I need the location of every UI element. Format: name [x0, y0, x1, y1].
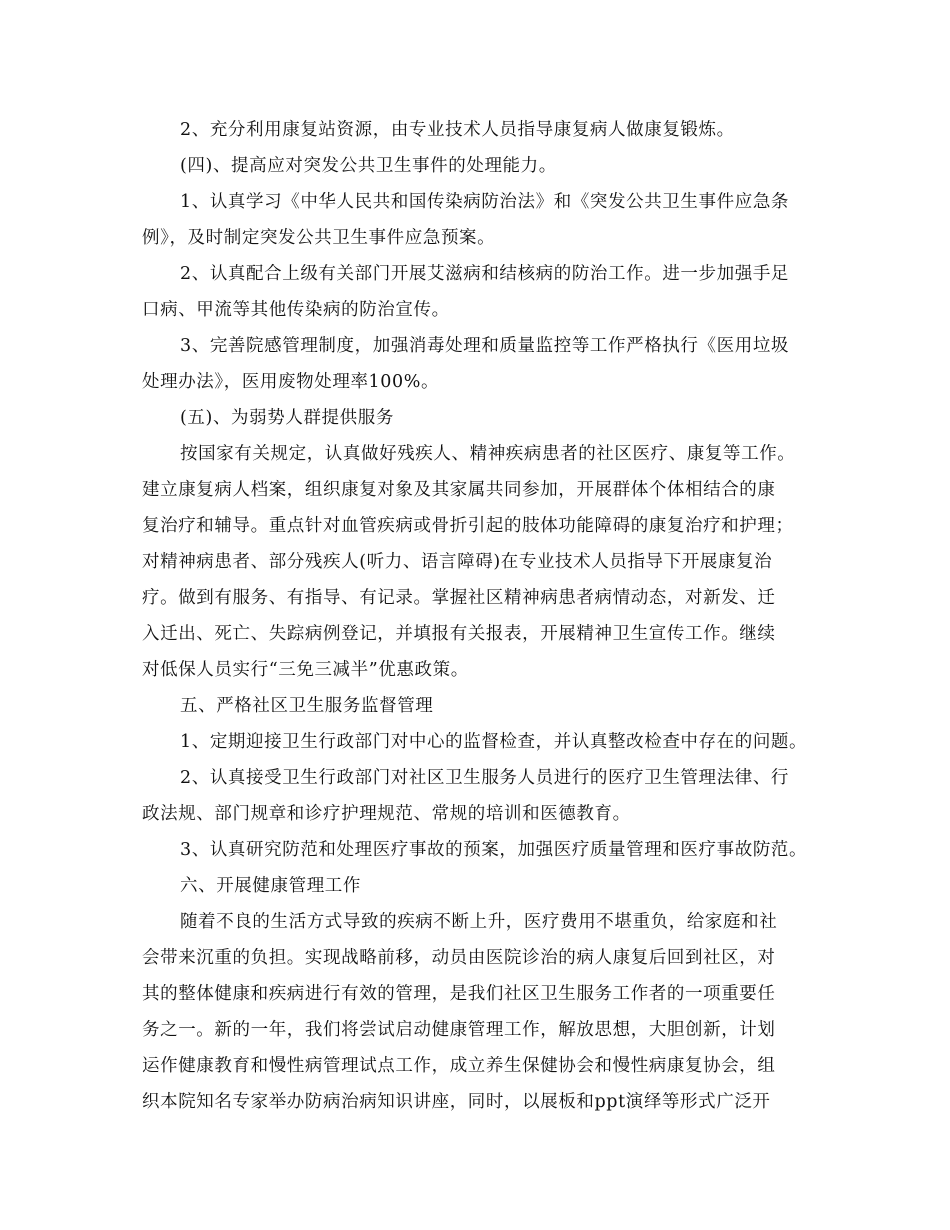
section-heading: (四)、提高应对突发公共卫生事件的处理能力。: [180, 156, 557, 176]
paragraph-line: 建立康复病人档案，组织康复对象及其家属共同参加，开展群体个体相结合的康: [142, 480, 776, 500]
paragraph-line: 3、认真研究防范和处理医疗事故的预案，加强医疗质量管理和医疗事故防范。: [180, 840, 808, 860]
paragraph-line: 运作健康教育和慢性病管理试点工作，成立养生保健协会和慢性病康复协会，组: [142, 1056, 776, 1076]
paragraph-line: 3、完善院感管理制度，加强消毒处理和质量监控等工作严格执行《医用垃圾: [180, 336, 790, 356]
paragraph-line: 会带来沉重的负担。实现战略前移，动员由医院诊治的病人康复后回到社区，对: [142, 948, 776, 968]
paragraph-line: 织本院知名专家举办防病治病知识讲座，同时，以展板和ppt演绎等形式广泛开: [142, 1092, 771, 1112]
paragraph-line: 复治疗和辅导。重点针对血管疾病或骨折引起的肢体功能障碍的康复治疗和护理；: [142, 516, 794, 536]
paragraph-line: 政法规、部门规章和诊疗护理规范、常规的培训和医德教育。: [142, 804, 631, 824]
paragraph-line: 疗。做到有服务、有指导、有记录。掌握社区精神病患者病情动态，对新发、迁: [142, 588, 776, 608]
paragraph-line: 例》，及时制定突发公共卫生事件应急预案。: [142, 228, 496, 248]
paragraph-line: 处理办法》，医用废物处理率100%。: [142, 372, 440, 392]
paragraph-line: 其的整体健康和疾病进行有效的管理，是我们社区卫生服务工作者的一项重要任: [142, 984, 776, 1004]
paragraph-line: 1、定期迎接卫生行政部门对中心的监督检查，并认真整改检查中存在的问题。: [180, 732, 808, 752]
paragraph-line: 2、充分利用康复站资源，由专业技术人员指导康复病人做康复锻炼。: [180, 120, 735, 140]
paragraph-line: 随着不良的生活方式导致的疾病不断上升，医疗费用不堪重负，给家庭和社: [180, 912, 778, 932]
paragraph-line: 对低保人员实行“三免三减半”优惠政策。: [142, 660, 469, 680]
paragraph-line: 对精神病患者、部分残疾人(听力、语言障碍)在专业技术人员指导下开展康复治: [142, 552, 773, 572]
paragraph-line: 按国家有关规定，认真做好残疾人、精神疾病患者的社区医疗、康复等工作。: [180, 444, 796, 464]
paragraph-line: 入迁出、死亡、失踪病例登记，并填报有关报表，开展精神卫生宣传工作。继续: [142, 624, 776, 644]
section-heading: 五、严格社区卫生服务监督管理: [180, 696, 434, 716]
paragraph-line: 口病、甲流等其他传染病的防治宣传。: [142, 300, 450, 320]
section-heading: 六、开展健康管理工作: [180, 876, 361, 896]
paragraph-line: 2、认真配合上级有关部门开展艾滋病和结核病的防治工作。进一步加强手足: [180, 264, 790, 284]
section-heading: (五)、为弱势人群提供服务: [180, 408, 394, 428]
paragraph-line: 1、认真学习《中华人民共和国传染病防治法》和《突发公共卫生事件应急条: [180, 192, 790, 212]
paragraph-line: 2、认真接受卫生行政部门对社区卫生服务人员进行的医疗卫生管理法律、行: [180, 768, 790, 788]
paragraph-line: 务之一。新的一年，我们将尝试启动健康管理工作，解放思想，大胆创新，计划: [142, 1020, 776, 1040]
